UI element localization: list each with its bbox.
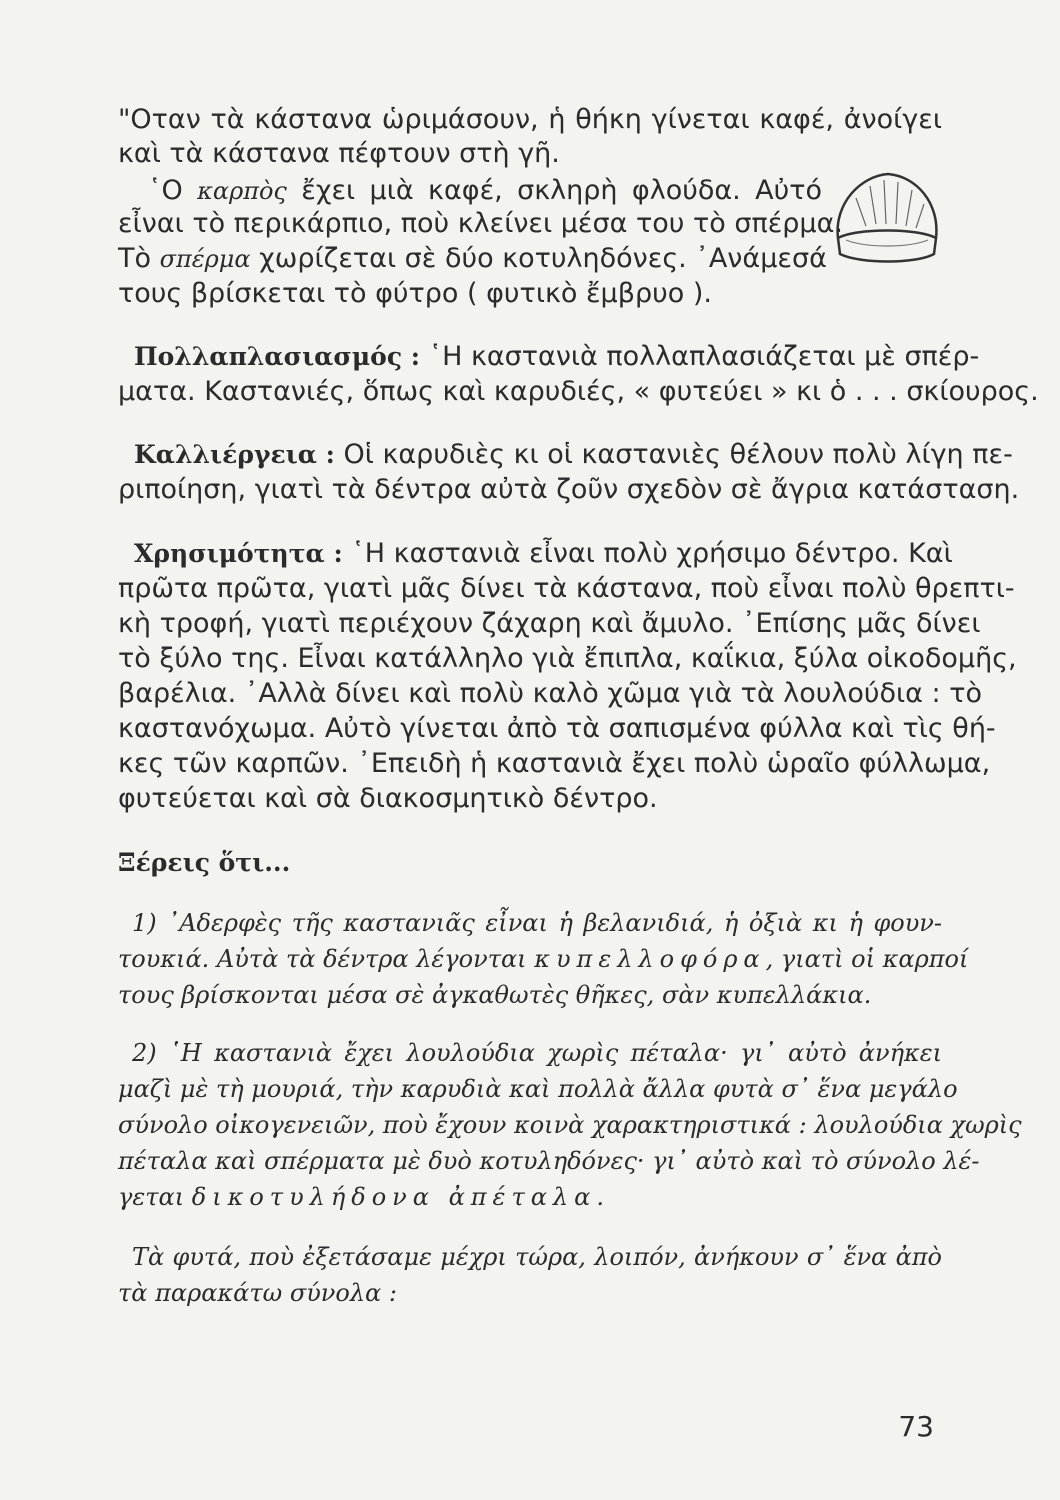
paragraph-line: πρῶτα πρῶτα, γιατὶ μᾶς δίνει τὰ κάστανα, ποὺ εἶναι πολὺ θρεπτι- bbox=[118, 573, 1015, 604]
section-heading-usefulness: Χρησιμότητα : bbox=[134, 539, 343, 568]
paragraph-line: κες τῶν καρπῶν. ᾿Επειδὴ ἡ καστανιὰ ἔχει πολὺ ὡραῖο φύλλωμα, bbox=[118, 748, 991, 779]
paragraph-line bbox=[118, 846, 942, 880]
fact-line bbox=[118, 1180, 942, 1214]
paragraph-line: ριποίηση, γιατὶ τὰ δέντρα αὐτὰ ζοῦν σχεδὸν σὲ ἄγρια κατάσταση. bbox=[118, 474, 1020, 505]
text-run: χωρίζεται σὲ δύο κοτυληδόνες. ᾿Ανάμεσά bbox=[250, 243, 827, 274]
text-run: . bbox=[596, 1183, 604, 1211]
text-run: γεται bbox=[118, 1183, 192, 1211]
paragraph-line bbox=[118, 340, 980, 374]
closing-line: Τὰ φυτά, ποὺ ἐξετάσαμε μέχρι τώρα, λοιπόν, ἀνήκουν σ᾿ ἕνα ἀπὸ bbox=[132, 1243, 942, 1271]
section-heading-propagation: Πολλαπλασιασμός : bbox=[134, 342, 420, 371]
page-number: 73 bbox=[898, 1410, 934, 1443]
term-dikotyledona-apetala: δικοτυλήδονα ἀπέταλα bbox=[191, 1183, 597, 1211]
fact-line: σύνολο οἰκογενειῶν, ποὺ ἔχουν κοινὰ χαρακτηριστικά : λουλούδια χωρὶς bbox=[118, 1111, 1022, 1139]
paragraph-line: φυτεύεται καὶ σὰ διακοσμητικὸ δέντρο. bbox=[118, 783, 658, 814]
paragraph-line: "Οταν τὰ κάστανα ὡριμάσουν, ἡ θήκη γίνεται καφέ, ἀνοίγει bbox=[118, 104, 942, 135]
section-heading-did-you-know: Ξέρεις ὅτι... bbox=[118, 848, 291, 877]
paragraph-line bbox=[118, 438, 1013, 472]
fact-line bbox=[118, 942, 969, 976]
paragraph-line: καὶ τὰ κάστανα πέφτουν στὴ γῆ. bbox=[118, 138, 560, 169]
fact-line: 1) ᾿Αδερφὲς τῆς καστανιᾶς εἶναι ἡ βελανιδιά, ἡ ὀξιὰ κι ἡ φουν- bbox=[132, 909, 942, 937]
paragraph-line: ματα. Καστανιές, ὅπως καὶ καρυδιές, « φυτεύει » κι ὁ . . . σκίουρος. bbox=[118, 376, 1039, 407]
text-run: τουκιά. Αὐτὰ τὰ δέντρα λέγονται bbox=[118, 945, 535, 973]
paragraph-line bbox=[118, 174, 822, 208]
paragraph-line: εἶναι τὸ περικάρπιο, ποὺ κλείνει μέσα του τὸ σπέρμα. bbox=[118, 208, 843, 239]
text-run: , γιατὶ οἱ καρποί bbox=[765, 945, 969, 973]
text-run: ῾Ο bbox=[148, 175, 198, 206]
fact-line: μαζὶ μὲ τὴ μουριά, τὴν καρυδιὰ καὶ πολλὰ ἄλλα φυτὰ σ᾿ ἕνα μεγάλο bbox=[118, 1075, 958, 1103]
chestnut-illustration bbox=[826, 168, 948, 268]
paragraph-line: καστανόχωμα. Αὐτὸ γίνεται ἀπὸ τὰ σαπισμένα φύλλα καὶ τὶς θή- bbox=[118, 713, 996, 744]
text-run: ῾Η καστανιὰ πολλαπλασιάζεται μὲ σπέρ- bbox=[419, 341, 980, 372]
fact-line: τους βρίσκονται μέσα σὲ ἀγκαθωτὲς θῆκες, σὰν κυπελλάκια. bbox=[118, 981, 872, 1009]
paragraph-line: κὴ τροφή, γιατὶ περιέχουν ζάχαρη καὶ ἄμυλο. ᾿Επίσης μᾶς δίνει bbox=[118, 608, 981, 639]
fact-line: 2) ῾Η καστανιὰ ἔχει λουλούδια χωρὶς πέταλα· γι᾿ αὐτὸ ἀνήκει bbox=[132, 1039, 942, 1067]
text-run: Τὸ bbox=[118, 243, 160, 274]
fact-line: πέταλα καὶ σπέρματα μὲ δυὸ κοτυληδόνες· γι᾿ αὐτὸ καὶ τὸ σύνολο λέ- bbox=[118, 1147, 980, 1175]
section-heading-cultivation: Καλλιέργεια : bbox=[134, 440, 335, 469]
paragraph-line: τους βρίσκεται τὸ φύτρο ( φυτικὸ ἔμβρυο ). bbox=[118, 278, 712, 309]
text-run: ῾Η καστανιὰ εἶναι πολὺ χρήσιμο δέντρο. Καὶ bbox=[342, 538, 953, 569]
term-kypellofora: κυπελλοφόρα bbox=[534, 945, 766, 973]
keyword-seed: σπέρμα bbox=[159, 245, 251, 273]
paragraph-line bbox=[118, 242, 827, 276]
paragraph-line: τὸ ξύλο της. Εἶναι κατάλληλο γιὰ ἔπιπλα, καΐκια, ξύλα οἰκοδομῆς, bbox=[118, 643, 1017, 674]
keyword-fruit: καρπὸς bbox=[197, 177, 287, 205]
text-run: Οἱ καρυδιὲς κι οἱ καστανιὲς θέλουν πολὺ λίγη πε- bbox=[334, 439, 1013, 470]
paragraph-line: βαρέλια. ᾿Αλλὰ δίνει καὶ πολὺ καλὸ χῶμα γιὰ τὰ λουλούδια : τὸ bbox=[118, 678, 982, 709]
text-run: ἔχει μιὰ καφέ, σκληρὴ φλούδα. Αὐτό bbox=[286, 175, 822, 206]
paragraph-line bbox=[118, 537, 953, 571]
closing-line: τὰ παρακάτω σύνολα : bbox=[118, 1279, 397, 1307]
